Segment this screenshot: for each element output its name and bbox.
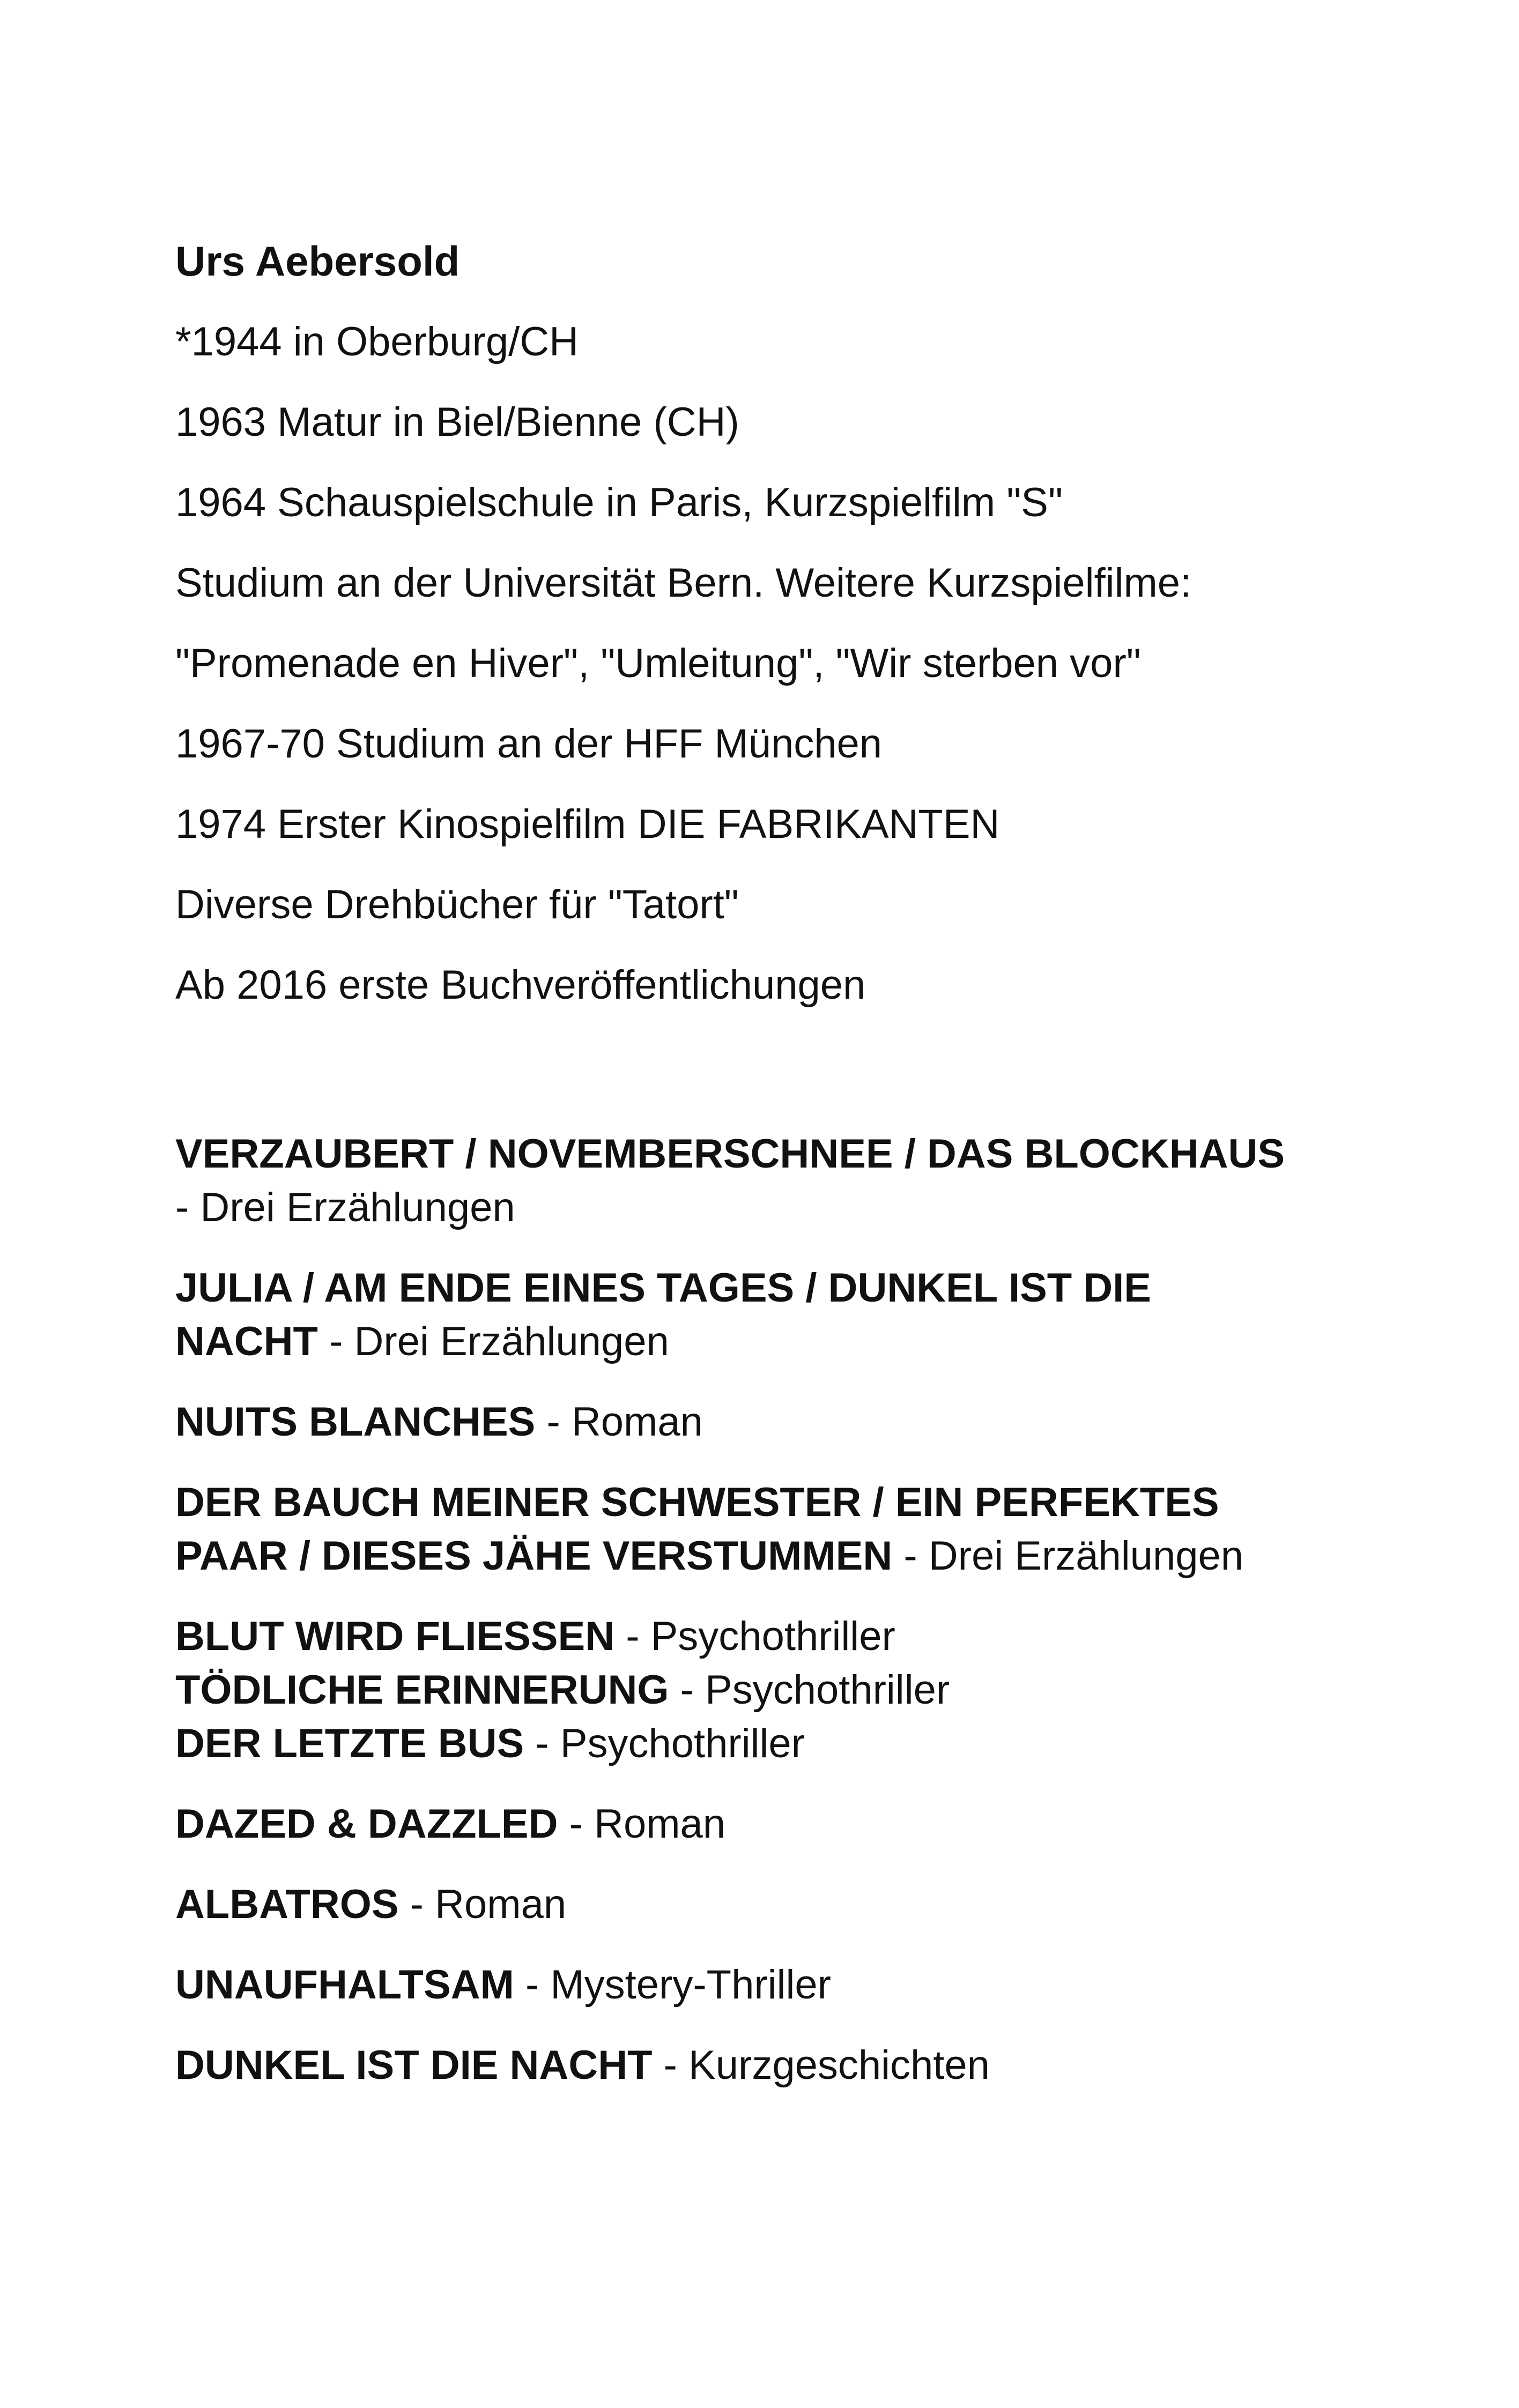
book-title: PAAR / DIESES JÄHE VERSTUMMEN xyxy=(175,1533,893,1579)
book-title: BLUT WIRD FLIESSEN xyxy=(175,1614,615,1659)
book-title: UNAUFHALTSAM xyxy=(175,1962,514,2008)
book-title: NACHT xyxy=(175,1319,318,1364)
book-genre: - Psychothriller xyxy=(669,1667,950,1713)
bio-line-short-films: "Promenade en Hiver", "Umleitung", "Wir sterben vor" xyxy=(175,641,1141,686)
book-title: TÖDLICHE ERINNERUNG xyxy=(175,1667,669,1713)
book-entry xyxy=(175,1395,703,1449)
book-entry xyxy=(175,1261,1151,1369)
book-title: DER LETZTE BUS xyxy=(175,1721,524,1766)
author-name: Urs Aebersold xyxy=(175,237,460,285)
book-title: NUITS BLANCHES xyxy=(175,1399,536,1445)
bio-line-acting-school: 1964 Schauspielschule in Paris, Kurzspielfilm "S" xyxy=(175,480,1063,525)
book-entry xyxy=(175,1878,566,1931)
book-genre: - Psychothriller xyxy=(614,1614,895,1659)
book-genre: - Psychothriller xyxy=(524,1721,805,1766)
bio-line-matur: 1963 Matur in Biel/Bienne (CH) xyxy=(175,399,739,445)
book-entry xyxy=(175,1127,1285,1235)
book-genre: - Kurzgeschichten xyxy=(652,2042,990,2088)
book-genre: - Drei Erzählungen xyxy=(175,1185,515,1230)
book-entry xyxy=(175,1797,725,1851)
book-title: DER BAUCH MEINER SCHWESTER / EIN PERFEKTES xyxy=(175,1480,1219,1525)
book-entry xyxy=(175,1958,831,2012)
bio-line-publications: Ab 2016 erste Buchveröffentlichungen xyxy=(175,962,866,1008)
bio-line-hff: 1967-70 Studium an der HFF München xyxy=(175,721,883,767)
book-entry-group xyxy=(175,1610,950,1771)
book-genre: - Roman xyxy=(398,1882,567,1927)
book-genre: - Roman xyxy=(558,1801,726,1847)
bio-line-birth: *1944 in Oberburg/CH xyxy=(175,319,579,365)
bio-line-first-feature: 1974 Erster Kinospielfilm DIE FABRIKANTEN xyxy=(175,801,1000,847)
book-entry xyxy=(175,2039,990,2092)
book-title: DAZED & DAZZLED xyxy=(175,1801,558,1847)
bio-line-university: Studium an der Universität Bern. Weitere Kurzspielfilme: xyxy=(175,560,1192,606)
book-entry xyxy=(175,1476,1243,1583)
book-title: DUNKEL IST DIE NACHT xyxy=(175,2042,653,2088)
book-title: JULIA / AM ENDE EINES TAGES / DUNKEL IST DIE xyxy=(175,1265,1151,1311)
book-title: VERZAUBERT / NOVEMBERSCHNEE / DAS BLOCKHAUS xyxy=(175,1131,1285,1177)
book-genre: - Mystery-Thriller xyxy=(514,1962,831,2008)
bio-line-tatort: Diverse Drehbücher für "Tatort" xyxy=(175,882,739,927)
book-genre: - Roman xyxy=(535,1399,703,1445)
book-title: ALBATROS xyxy=(175,1882,399,1927)
book-genre: - Drei Erzählungen xyxy=(317,1319,669,1364)
book-genre: - Drei Erzählungen xyxy=(892,1533,1244,1579)
